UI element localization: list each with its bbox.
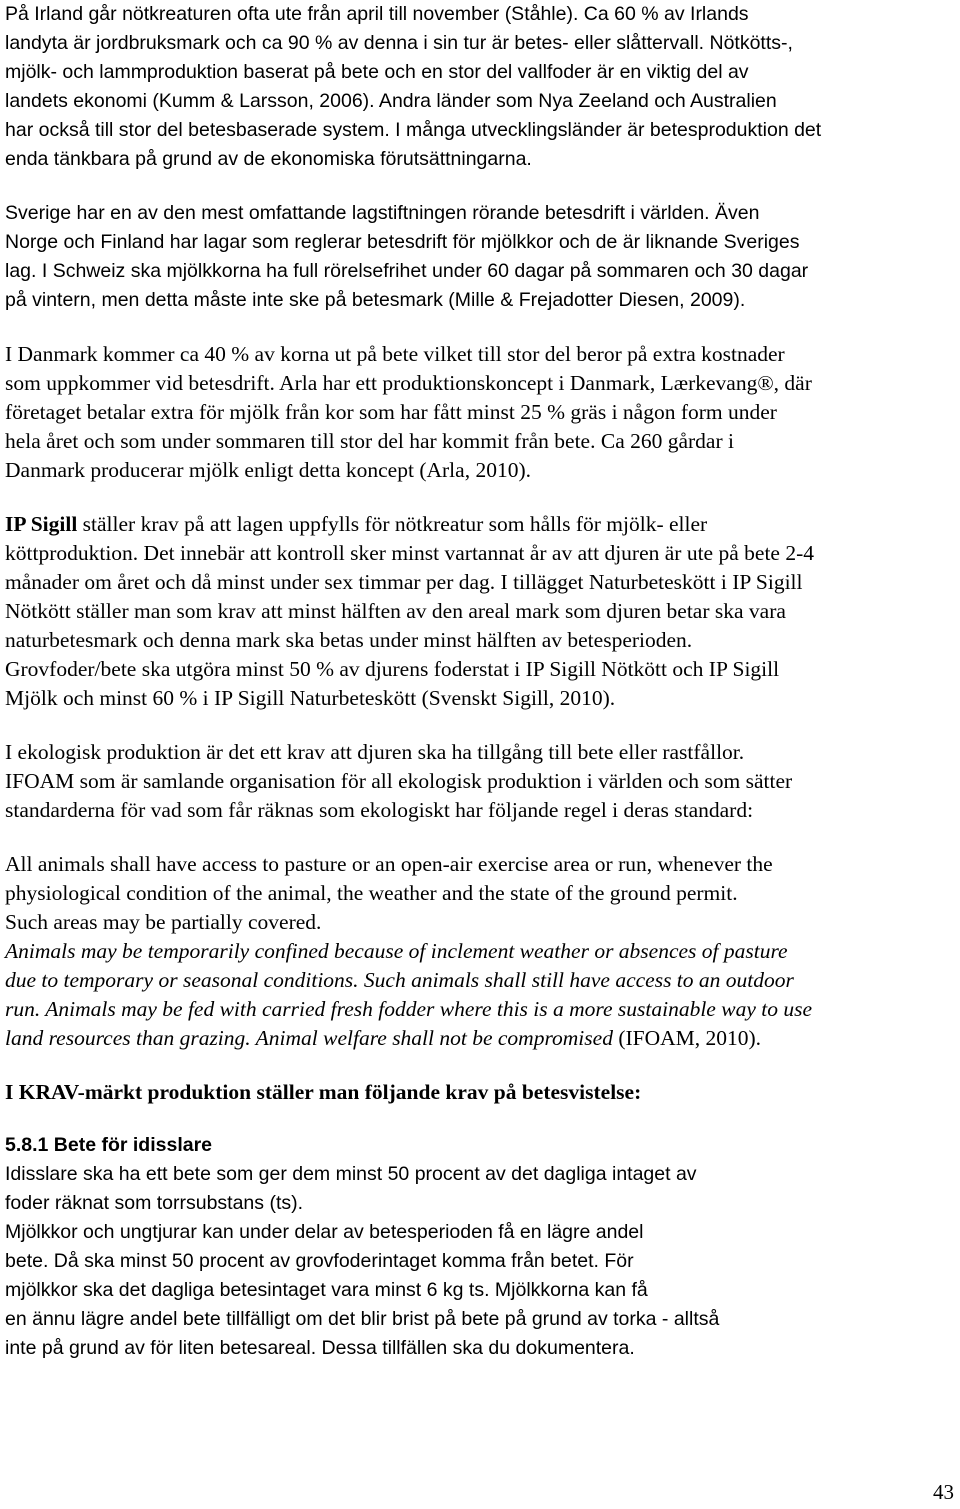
paragraph [5,738,955,825]
text-segment: Grovfoder/bete ska utgöra minst 50 % av djurens foderstat i IP Sigill Nötkött och IP Sigill [5,657,780,681]
text-line [5,655,955,684]
text-line [5,966,955,995]
text-line [5,1218,955,1247]
text-segment: landyta är jordbruksmark och ca 90 % av denna i sin tur är betes- eller slåttervall. Nötkötts-, [5,32,793,54]
document-page [5,0,955,1363]
text-line [5,1078,955,1107]
text-segment: 5.8.1 Bete för idisslare [5,1134,213,1156]
text-segment: Sverige har en av den mest omfattande lagstiftningen rörande betesdrift i världen. Även [5,202,760,224]
text-line [5,369,955,398]
text-segment: Mjölk och minst 60 % i IP Sigill Naturbeteskött (Svenskt Sigill, 2010). [5,686,616,710]
text-line [5,879,955,908]
text-line [5,1247,955,1276]
text-segment: Mjölkkor och ungtjurar kan under delar av betesperioden få en lägre andel [5,1221,644,1243]
text-line [5,684,955,713]
text-segment: I KRAV-märkt produktion ställer man följande krav på betesvistelse: [5,1080,642,1104]
text-line [5,456,955,485]
text-segment: På Irland går nötkreaturen ofta ute från april till november (Ståhle). Ca 60 % av Irlands [5,3,749,25]
text-segment: Idisslare ska ha ett bete som ger dem minst 50 procent av det dagliga intaget av [5,1163,697,1185]
text-segment: enda tänkbara på grund av de ekonomiska förutsättningarna. [5,148,532,170]
text-segment: företaget betalar extra för mjölk från kor som har fått minst 25 % gräs i någon form under [5,400,777,424]
text-line [5,510,955,539]
text-segment: (IFOAM, 2010). [612,1026,762,1050]
text-segment: landets ekonomi (Kumm & Larsson, 2006). Andra länder som Nya Zeeland och Australien [5,90,777,112]
text-line [5,1131,955,1160]
text-line [5,199,955,228]
text-line [5,87,955,116]
text-line [5,850,955,879]
page-number: 43 [933,1480,954,1504]
text-segment: standarderna för vad som får räknas som ekologiskt har följande regel i deras standard: [5,798,754,822]
text-line [5,427,955,456]
text-segment: run. Animals may be fed with carried fresh fodder where this is a more sustainable way to use [5,997,812,1021]
text-segment: IP Sigill [5,512,78,536]
paragraph [5,510,955,713]
text-line [5,29,955,58]
text-line [5,1305,955,1334]
text-segment: Nötkött ställer man som krav att minst hälften av den areal mark som djuren betar ska vara [5,599,786,623]
paragraph [5,850,955,1053]
text-segment: due to temporary or seasonal conditions. Such animals shall still have access to an outdoor [5,968,794,992]
text-segment: en ännu lägre andel bete tillfälligt om det blir brist på bete på grund av torka - alltså [5,1308,720,1330]
text-segment: lag. I Schweiz ska mjölkkorna ha full rörelsefrihet under 60 dagar på sommaren och 30 dagar [5,260,809,282]
text-segment: naturbetesmark och denna mark ska betas under minst hälften av betesperioden. [5,628,693,652]
text-segment: hela året och som under sommaren till stor del har kommit från bete. Ca 260 gårdar i [5,429,734,453]
text-segment: har också till stor del betesbaserade system. I många utvecklingsländer är betesproduktion det [5,119,822,141]
text-line [5,286,955,315]
text-segment: inte på grund av för liten betesareal. Dessa tillfällen ska du dokumentera. [5,1337,635,1359]
text-segment: IFOAM som är samlande organisation för all ekologisk produktion i världen och som sätter [5,769,793,793]
text-segment: I Danmark kommer ca 40 % av korna ut på bete vilket till stor del beror på extra kostnader [5,342,785,366]
text-line [5,796,955,825]
text-segment: All animals shall have access to pasture or an open-air exercise area or run, whenever the [5,852,773,876]
text-line [5,597,955,626]
text-segment: som uppkommer vid betesdrift. Arla har ett produktionskoncept i Danmark, Lærkevang®, där [5,371,812,395]
text-segment: ställer krav på att lagen uppfylls för nötkreatur som hålls för mjölk- eller [77,512,708,536]
text-line [5,228,955,257]
text-line [5,398,955,427]
text-line [5,145,955,174]
text-segment: Animals may be temporarily confined because of inclement weather or absences of pasture [5,939,788,963]
paragraph [5,1078,955,1107]
text-line [5,1024,955,1053]
text-segment: månader om året och då minst under sex timmar per dag. I tillägget Naturbeteskött i IP Sigill [5,570,803,594]
text-segment: på vintern, men detta måste inte ske på betesmark (Mille & Frejadotter Diesen, 2009). [5,289,746,311]
text-line [5,1276,955,1305]
text-line [5,908,955,937]
text-segment: I ekologisk produktion är det ett krav att djuren ska ha tillgång till bete eller rastfållor. [5,740,745,764]
text-segment: mjölk- och lammproduktion baserat på bete och en stor del vallfoder är en viktig del av [5,61,749,83]
text-line [5,1160,955,1189]
text-line [5,116,955,145]
text-line [5,340,955,369]
text-segment: köttproduktion. Det innebär att kontroll sker minst vartannat år av att djuren är ute på bete 2-4 [5,541,814,565]
text-segment: bete. Då ska minst 50 procent av grovfoderintaget komma från betet. För [5,1250,634,1272]
paragraph [5,340,955,485]
text-segment: physiological condition of the animal, the weather and the state of the ground permit. [5,881,738,905]
text-line [5,1334,955,1363]
text-line [5,58,955,87]
text-line [5,767,955,796]
text-line [5,937,955,966]
text-line [5,568,955,597]
text-segment: foder räknat som torrsubstans (ts). [5,1192,304,1214]
text-segment: Norge och Finland har lagar som reglerar betesdrift för mjölkkor och de är liknande Sveriges [5,231,800,253]
text-line [5,257,955,286]
text-line [5,995,955,1024]
text-segment: Danmark producerar mjölk enligt detta koncept (Arla, 2010). [5,458,531,482]
paragraph [5,0,955,174]
text-line [5,539,955,568]
paragraph [5,1131,955,1363]
text-segment: Such areas may be partially covered. [5,910,322,934]
text-line [5,0,955,29]
text-line [5,626,955,655]
text-line [5,738,955,767]
paragraph [5,199,955,315]
text-segment: mjölkkor ska det dagliga betesintaget vara minst 6 kg ts. Mjölkkorna kan få [5,1279,648,1301]
text-segment: land resources than grazing. Animal welfare shall not be compromised [5,1026,613,1050]
text-line [5,1189,955,1218]
